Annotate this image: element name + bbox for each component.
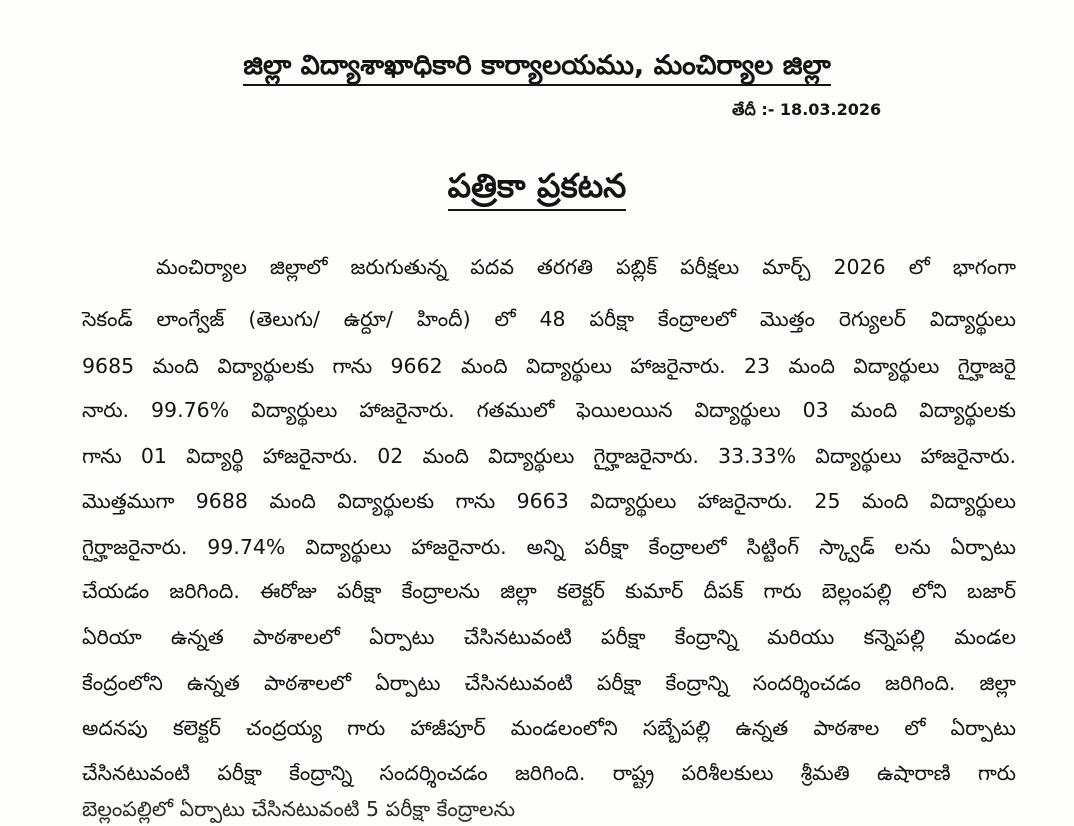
office-title-text: జిల్లా విద్యాశాఖాధికారి కార్యాలయము, మంచిర్యాల జిల్లా [243,50,830,86]
body-line-1: మంచిర్యాల జిల్లాలో జరుగుతున్న పదవ తరగతి పబ్లిక్ పరీక్షలు మార్చ్ 2026 లో భాగంగా [156,255,1016,279]
body-line-8: చేయడం జరిగింది. ఈరోజు పరీక్షా కేంద్రాలను జిల్లా కలెక్టర్ కుమార్ దీపక్ గారు బెల్లంపల్లి లోని బజార్ [82,579,1016,603]
office-title [0,46,1074,86]
body-line-7: గైర్హాజరైనారు. 99.74% విద్యార్థులు హాజరైనారు. అన్ని పరీక్షా కేంద్రాలలో సిట్టింగ్ స్క్వాడ్ లను ఏర్పాటు [82,535,1016,559]
body-line-9: ఏరియా ఉన్నత పాఠశాలలో ఏర్పాటు చేసినటువంటి పరీక్షా కేంద్రాన్ని మరియు కన్నెపల్లి మండల [82,625,1016,649]
date-line: తేదీ :- 18.03.2026 [732,100,882,119]
body-line-11: అదనపు కలెక్టర్ చంద్రయ్య గారు హాజీపూర్ మండలంలోని సబ్బేపల్లి ఉన్నత పాఠశాల లో ఏర్పాటు [82,716,1016,740]
body-line-6: మొత్తముగా 9688 మంది విద్యార్థులకు గాను 9663 విద్యార్థులు హాజరైనారు. 25 మంది విద్యార్థులు [82,489,1016,513]
body-line-2: సెకండ్ లాంగ్వేజ్ (తెలుగు/ ఉర్దూ/ హిందీ) లో 48 పరీక్షా కేంద్రాలలో మొత్తం రెగ్యులర్ విద్యార్థులు [82,307,1016,331]
body-line-10: కేంద్రంలోని ఉన్నత పాఠశాలలో ఏర్పాటు చేసినటువంటి పరీక్షా కేంద్రాన్ని సందర్శించడం జరిగింది. జిల్లా [82,671,1016,695]
press-release-heading-text: పత్రికా ప్రకటన [448,166,627,211]
body-line-4: నారు. 99.76% విద్యార్థులు హాజరైనారు. గతములో ఫెయిలయిన విద్యార్థులు 03 మంది విద్యార్థులకు [82,398,1016,422]
body-line-13: బెల్లంపల్లిలో ఏర్పాటు చేసినటువంటి 5 పరీక్షా కేంద్రాలను [82,797,516,821]
body-line-12: చేసినటువంటి పరీక్షా కేంద్రాన్ని సందర్శించడం జరిగింది. రాష్ట్ర పరిశీలకులు శ్రీమతి ఉషారాణి గారు [82,761,1016,785]
body-line-3: 9685 మంది విద్యార్థులకు గాను 9662 మంది విద్యార్థులు హాజరైనారు. 23 మంది విద్యార్థులు గైర్హాజరై [82,354,1016,378]
press-release-heading [0,162,1074,210]
body-line-5: గాను 01 విద్యార్థి హాజరైనారు. 02 మంది విద్యార్థులు గైర్హాజరైనారు. 33.33% విద్యార్థులు హాజరైనారు. [82,444,1016,468]
